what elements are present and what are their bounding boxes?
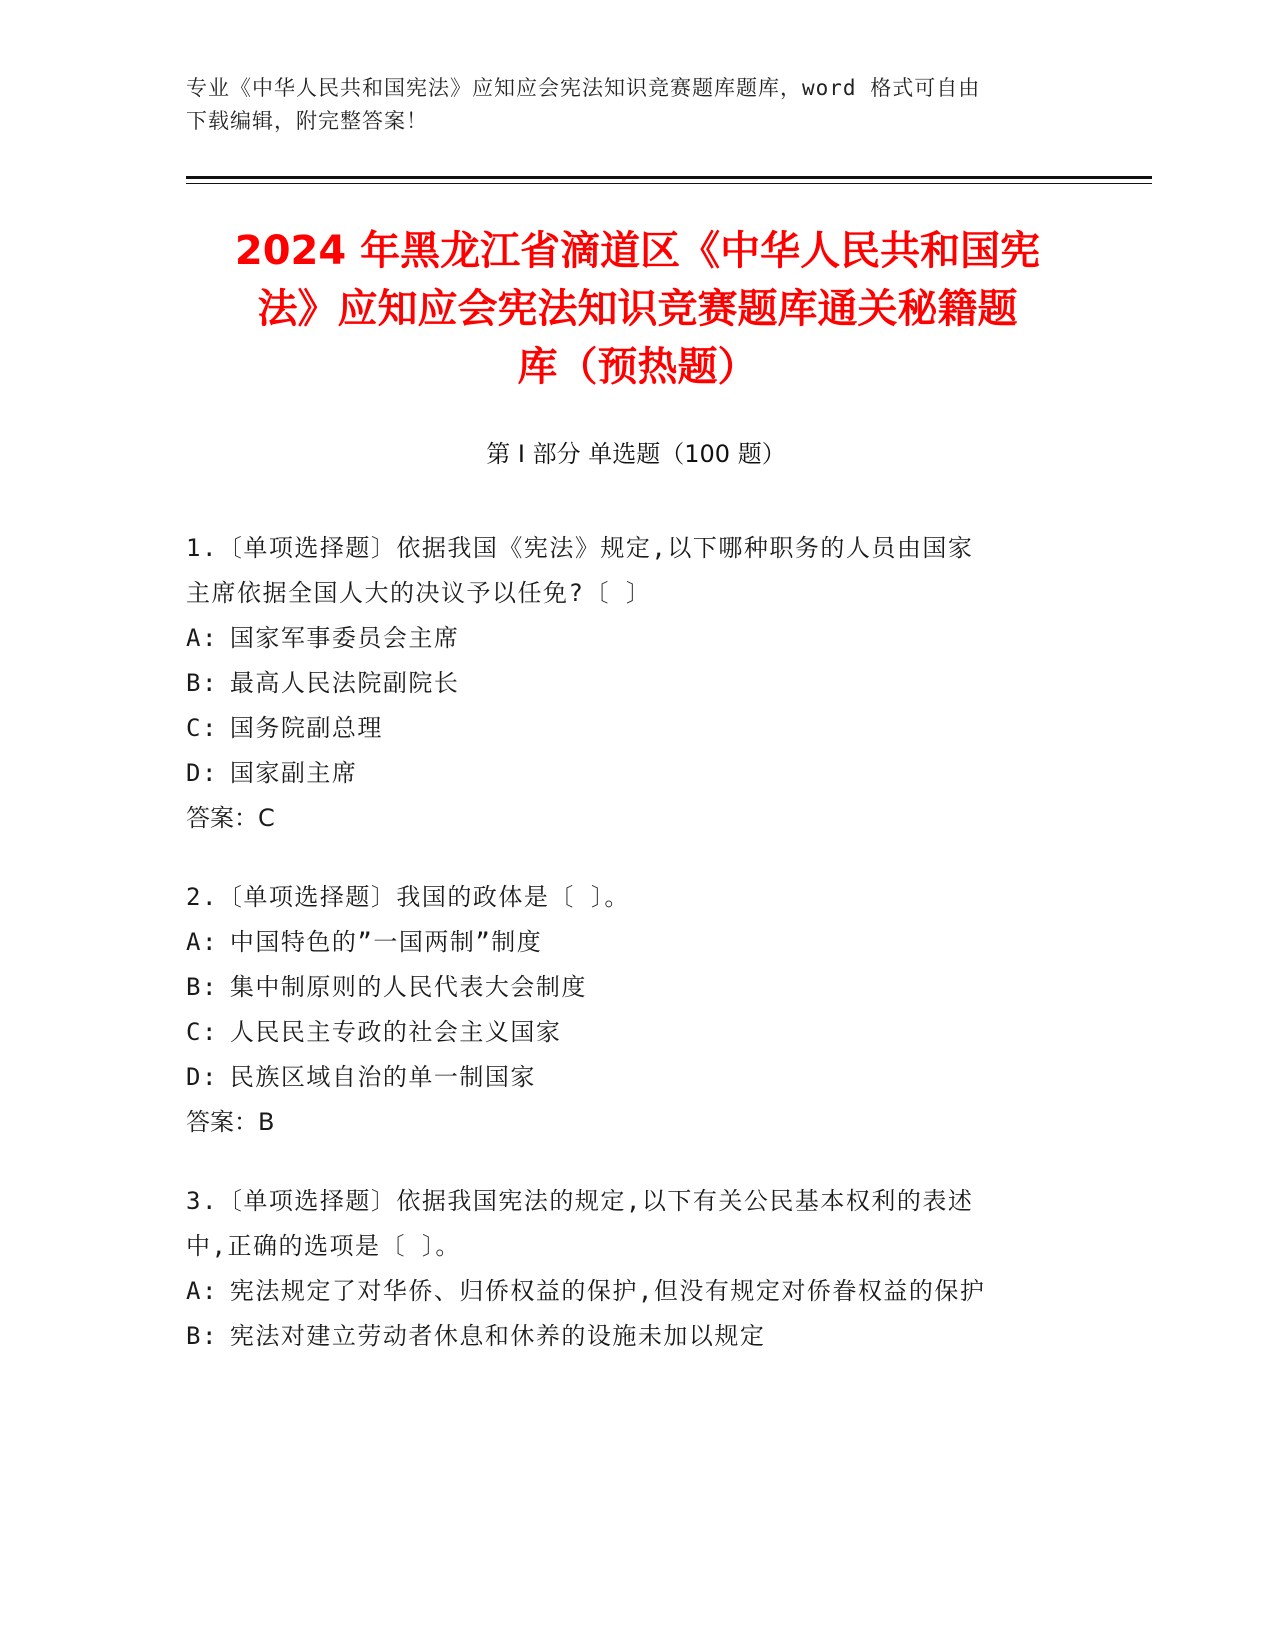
option-c [186,1010,1076,1055]
section-title: 第 I 部分 单选题（100 题） [486,440,786,468]
option-text: 人民民主专政的社会主义国家 [229,1018,562,1046]
option-b [186,965,1076,1010]
option-separator: : [201,1277,218,1305]
question-stem-line: 中,正确的选项是〔 〕。 [186,1232,461,1260]
option-separator: : [201,973,218,1001]
title-line: 库（预热题） [517,344,758,390]
option-key: B [186,1322,202,1350]
header-note [186,72,1086,138]
option-a [186,616,1076,661]
option-d [186,1055,1076,1100]
header-note-line: 下载编辑，附完整答案！ [186,109,428,133]
option-text: 集中制原则的人民代表大会制度 [229,973,587,1001]
option-text: 宪法对建立劳动者休息和休养的设施未加以规定 [229,1322,766,1350]
option-key: B [186,669,202,697]
header-note-line: 专业《中华人民共和国宪法》应知应会宪法知识竞赛题库题库，word 格式可自由 [186,76,981,100]
header-divider-thick [186,176,1152,179]
option-text: 最高人民法院副院长 [229,669,460,697]
option-separator: : [201,1322,218,1350]
option-key: C [186,714,202,742]
option-text: 国家副主席 [229,759,358,787]
option-a [186,920,1076,965]
answer-line: 答案：C [186,804,275,832]
option-text: 民族区域自治的单一制国家 [229,1063,536,1091]
option-text: 中国特色的”一国两制”制度 [229,928,543,956]
option-separator: : [201,1063,218,1091]
option-d [186,751,1076,796]
option-c [186,706,1076,751]
document-title [160,222,1115,396]
option-separator: : [201,624,218,652]
option-key: A [186,928,202,956]
answer-line: 答案：B [186,1108,275,1136]
question-stem-line: 1.〔单项选择题〕依据我国《宪法》规定,以下哪种职务的人员由国家 [186,534,974,562]
option-text: 国务院副总理 [229,714,383,742]
option-key: D [186,759,202,787]
question-2 [186,875,1076,1145]
title-line: 2024 年黑龙江省滴道区《中华人民共和国宪 [234,228,1041,274]
option-key: D [186,1063,202,1091]
option-key: A [186,1277,202,1305]
option-a [186,1269,1076,1314]
header-divider-thin [186,183,1152,184]
option-b [186,1314,1076,1359]
title-line: 法》应知应会宪法知识竞赛题库通关秘籍题 [257,286,1018,332]
question-stem-line: 3.〔单项选择题〕依据我国宪法的规定,以下有关公民基本权利的表述 [186,1187,974,1215]
option-text: 国家军事委员会主席 [229,624,460,652]
question-list [186,526,1076,1393]
option-separator: : [201,928,218,956]
option-separator: : [201,1018,218,1046]
question-3 [186,1179,1076,1359]
question-stem-line: 2.〔单项选择题〕我国的政体是〔 〕。 [186,883,630,911]
question-stem-line: 主席依据全国人大的决议予以任免?〔 〕 [186,579,652,607]
option-text: 宪法规定了对华侨、归侨权益的保护,但没有规定对侨眷权益的保护 [229,1277,986,1305]
option-key: C [186,1018,202,1046]
option-key: A [186,624,202,652]
question-1 [186,526,1076,841]
option-b [186,661,1076,706]
option-key: B [186,973,202,1001]
option-separator: : [201,759,218,787]
option-separator: : [201,669,218,697]
option-separator: : [201,714,218,742]
